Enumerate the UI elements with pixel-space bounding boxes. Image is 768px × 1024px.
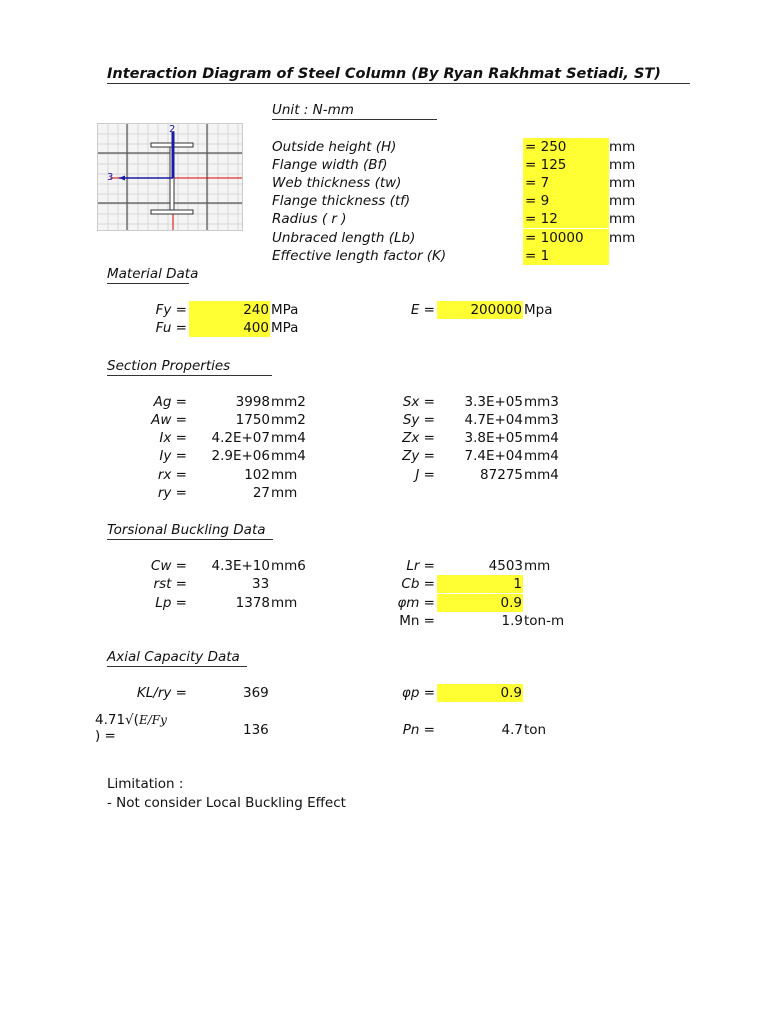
limitation-heading: Limitation : — [107, 776, 184, 792]
axial-heading: Axial Capacity Data — [107, 649, 240, 665]
torsion-label: rst = — [153, 576, 187, 592]
fu-label: Fu = — [155, 320, 187, 336]
torsion-unit: mm — [271, 595, 298, 611]
torsion-value: 4.3E+10 — [211, 558, 270, 574]
prop-unit: mm3 — [524, 394, 559, 410]
material-heading-underline — [107, 283, 189, 284]
geometry-label: Flange thickness (tf) — [272, 193, 411, 209]
axis-3-label: 3 — [107, 172, 114, 183]
geometry-value-input[interactable]: = 125 — [523, 156, 609, 174]
prop-unit: mm3 — [524, 412, 559, 428]
slenderness-limit-prefix: 4.71√( — [95, 712, 139, 728]
prop-label: ry = — [157, 485, 187, 501]
geometry-unit: mm — [609, 230, 636, 246]
e-input[interactable]: 200000 — [437, 301, 523, 319]
phi-m-input[interactable]: 0.9 — [437, 594, 523, 612]
prop-value: 1750 — [235, 412, 270, 428]
torsion-label: Mn = — [399, 613, 435, 629]
torsion-value: 1.9 — [501, 613, 523, 629]
torsion-value: 4503 — [488, 558, 523, 574]
cb-label: Cb = — [401, 576, 435, 592]
geometry-value-input[interactable]: = 250 — [523, 138, 609, 156]
unit-underline — [272, 119, 437, 120]
prop-value: 3998 — [235, 394, 270, 410]
slenderness-limit-ratio: E/Fy — [138, 713, 167, 727]
phi-p-label: φp = — [401, 685, 435, 701]
phi-p-input[interactable]: 0.9 — [437, 684, 523, 702]
geometry-label: Web thickness (tw) — [272, 175, 402, 191]
title-underline — [107, 83, 690, 84]
geometry-unit: mm — [609, 211, 636, 227]
prop-unit: mm2 — [271, 412, 306, 428]
prop-unit: mm4 — [524, 467, 559, 483]
slenderness-limit-suffix: ) = — [95, 728, 116, 744]
e-unit: Mpa — [524, 302, 553, 318]
prop-label: Ag = — [153, 394, 187, 410]
torsion-value: 1378 — [235, 595, 270, 611]
prop-value: 7.4E+04 — [464, 448, 523, 464]
prop-value: 102 — [244, 467, 270, 483]
prop-value: 27 — [252, 485, 270, 501]
geometry-unit: mm — [609, 139, 636, 155]
torsion-label: Lr = — [406, 558, 435, 574]
geometry-value-input[interactable]: = 7 — [523, 174, 609, 192]
torsional-heading: Torsional Buckling Data — [107, 522, 266, 538]
pn-unit: ton — [524, 722, 547, 738]
geometry-value-input[interactable]: = 10000 — [523, 229, 609, 247]
geometry-label: Flange width (Bf) — [272, 157, 388, 173]
prop-value: 4.7E+04 — [464, 412, 523, 428]
page-title: Interaction Diagram of Steel Column (By Ryan Rakhmat Setiadi, ST) — [107, 66, 661, 82]
geometry-label: Outside height (H) — [272, 139, 397, 155]
geometry-unit: mm — [609, 157, 636, 173]
geometry-value-input[interactable]: = 9 — [523, 192, 609, 210]
fy-input[interactable]: 240 — [189, 301, 270, 319]
section-heading-underline — [107, 375, 272, 376]
geometry-unit: mm — [609, 193, 636, 209]
limitation-item: - Not consider Local Buckling Effect — [107, 795, 346, 811]
geometry-label: Radius ( r ) — [272, 211, 347, 227]
prop-value: 2.9E+06 — [211, 448, 270, 464]
klry-value: 369 — [243, 685, 269, 701]
fy-unit: MPa — [271, 302, 299, 318]
fy-label: Fy = — [155, 302, 187, 318]
torsional-heading-underline — [107, 539, 273, 540]
prop-label: Aw = — [151, 412, 187, 428]
prop-label: Iy = — [159, 448, 187, 464]
geometry-label: Effective length factor (K) — [272, 248, 447, 264]
prop-unit: mm4 — [271, 430, 306, 446]
section-figure — [97, 123, 243, 231]
cb-input[interactable]: 1 — [437, 575, 523, 593]
prop-unit: mm4 — [524, 448, 559, 464]
prop-unit: mm4 — [271, 448, 306, 464]
prop-value: 3.8E+05 — [464, 430, 523, 446]
prop-label: Sx = — [402, 394, 435, 410]
fu-unit: MPa — [271, 320, 299, 336]
geometry-value-input[interactable]: = 1 — [523, 247, 609, 265]
fu-input[interactable]: 400 — [189, 319, 270, 337]
prop-label: Sy = — [402, 412, 435, 428]
prop-unit: mm — [271, 467, 298, 483]
prop-label: rx = — [157, 467, 187, 483]
pn-value: 4.7 — [501, 722, 523, 738]
phi-m-label: φm = — [397, 595, 435, 611]
prop-unit: mm — [271, 485, 298, 501]
geometry-value-input[interactable]: = 12 — [523, 210, 609, 228]
torsion-unit: mm6 — [271, 558, 306, 574]
e-label: E = — [410, 302, 435, 318]
slenderness-limit-value: 136 — [243, 722, 269, 738]
prop-value: 4.2E+07 — [211, 430, 270, 446]
torsion-unit: ton-m — [524, 613, 565, 629]
torsion-value: 33 — [252, 576, 270, 592]
prop-value: 3.3E+05 — [464, 394, 523, 410]
prop-value: 87275 — [480, 467, 523, 483]
section-heading: Section Properties — [107, 358, 231, 374]
prop-unit: mm4 — [524, 430, 559, 446]
material-heading: Material Data — [107, 266, 199, 282]
prop-label: Zy = — [402, 448, 435, 464]
prop-label: J = — [415, 467, 435, 483]
unit-label: Unit : N-mm — [272, 102, 354, 118]
geometry-unit: mm — [609, 175, 636, 191]
torsion-label: Cw = — [150, 558, 187, 574]
torsion-label: Lp = — [155, 595, 187, 611]
prop-label: Zx = — [402, 430, 435, 446]
axis-2-label: 2 — [169, 124, 176, 135]
axial-heading-underline — [107, 666, 247, 667]
prop-label: Ix = — [159, 430, 187, 446]
prop-unit: mm2 — [271, 394, 306, 410]
i-section-drawing — [98, 124, 242, 230]
klry-label: KL/ry = — [136, 685, 187, 701]
pn-label: Pn = — [402, 722, 435, 738]
geometry-label: Unbraced length (Lb) — [272, 230, 416, 246]
torsion-unit: mm — [524, 558, 551, 574]
